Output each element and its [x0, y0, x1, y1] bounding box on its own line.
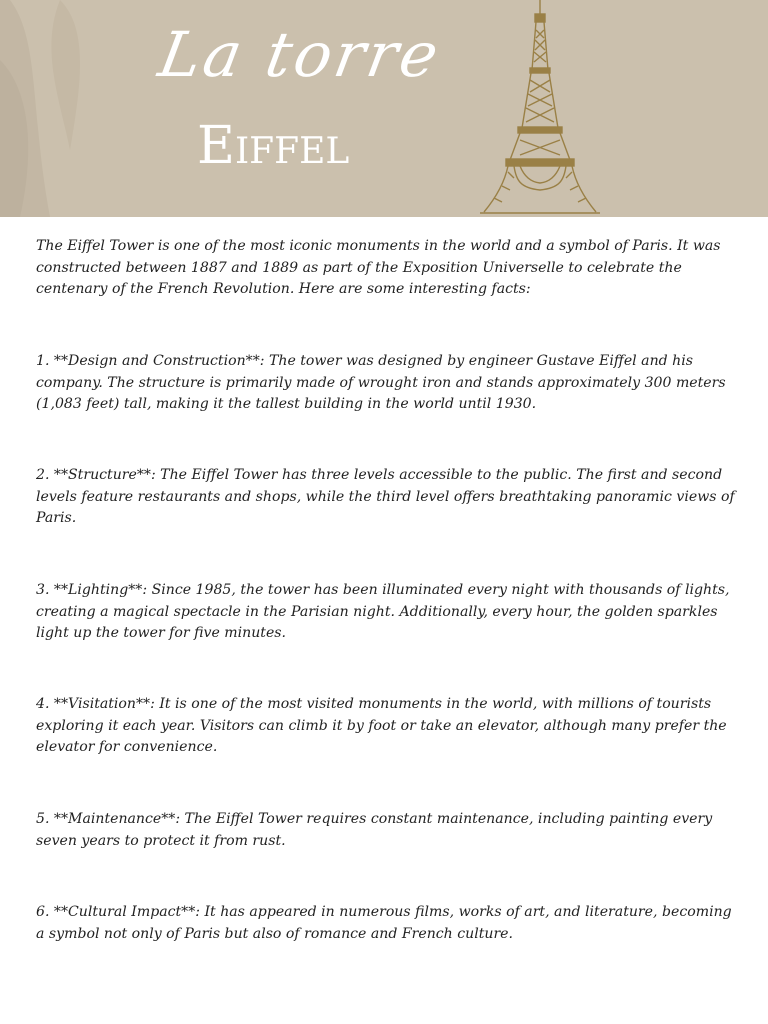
fact-paragraph: 1. **Design and Construction**: The tower was designed by engineer Gustave Eiffel and his company. The structure is primarily made of wrought iron and stands approximately 300 meters (1,083 feet) tall, making it the tallest building in the world until 1930.	[36, 353, 726, 413]
fact-paragraph: 4. **Visitation**: It is one of the most visited monuments in the world, with millions of tourists exploring it each year. Visitors can climb it by foot or take an elevator, although many prefer the elevator for convenience.	[36, 696, 727, 756]
leaf-shadow-decoration	[0, 0, 140, 217]
header-banner	[0, 0, 768, 217]
fact-paragraph: 6. **Cultural Impact**: It has appeared in numerous films, works of art, and literature, becoming a symbol not only of Paris but also of romance and French culture.	[36, 904, 732, 942]
intro-paragraph: The Eiffel Tower is one of the most iconic monuments in the world and a symbol of Paris. It was constructed between 1887 and 1889 as part of the Exposition Universelle to celebrate the centenary of the French Revolution. Here are some interesting facts:	[36, 238, 721, 298]
eiffel-tower-icon	[480, 0, 600, 217]
fact-paragraph: 5. **Maintenance**: The Eiffel Tower requires constant maintenance, including painting every seven years to protect it from rust.	[36, 811, 713, 849]
fact-paragraph: 2. **Structure**: The Eiffel Tower has three levels accessible to the public. The first and second levels feature restaurants and shops, while the third level offers breathtaking panoramic views of Paris.	[36, 467, 735, 527]
title-script: La torre	[153, 18, 447, 91]
fact-paragraph: 3. **Lighting**: Since 1985, the tower has been illuminated every night with thousands of lights, creating a magical spectacle in the Parisian night. Additionally, every hour, the golden sparkles light up the tower for five minutes.	[36, 582, 730, 642]
title-main: Eiffel	[197, 116, 350, 176]
